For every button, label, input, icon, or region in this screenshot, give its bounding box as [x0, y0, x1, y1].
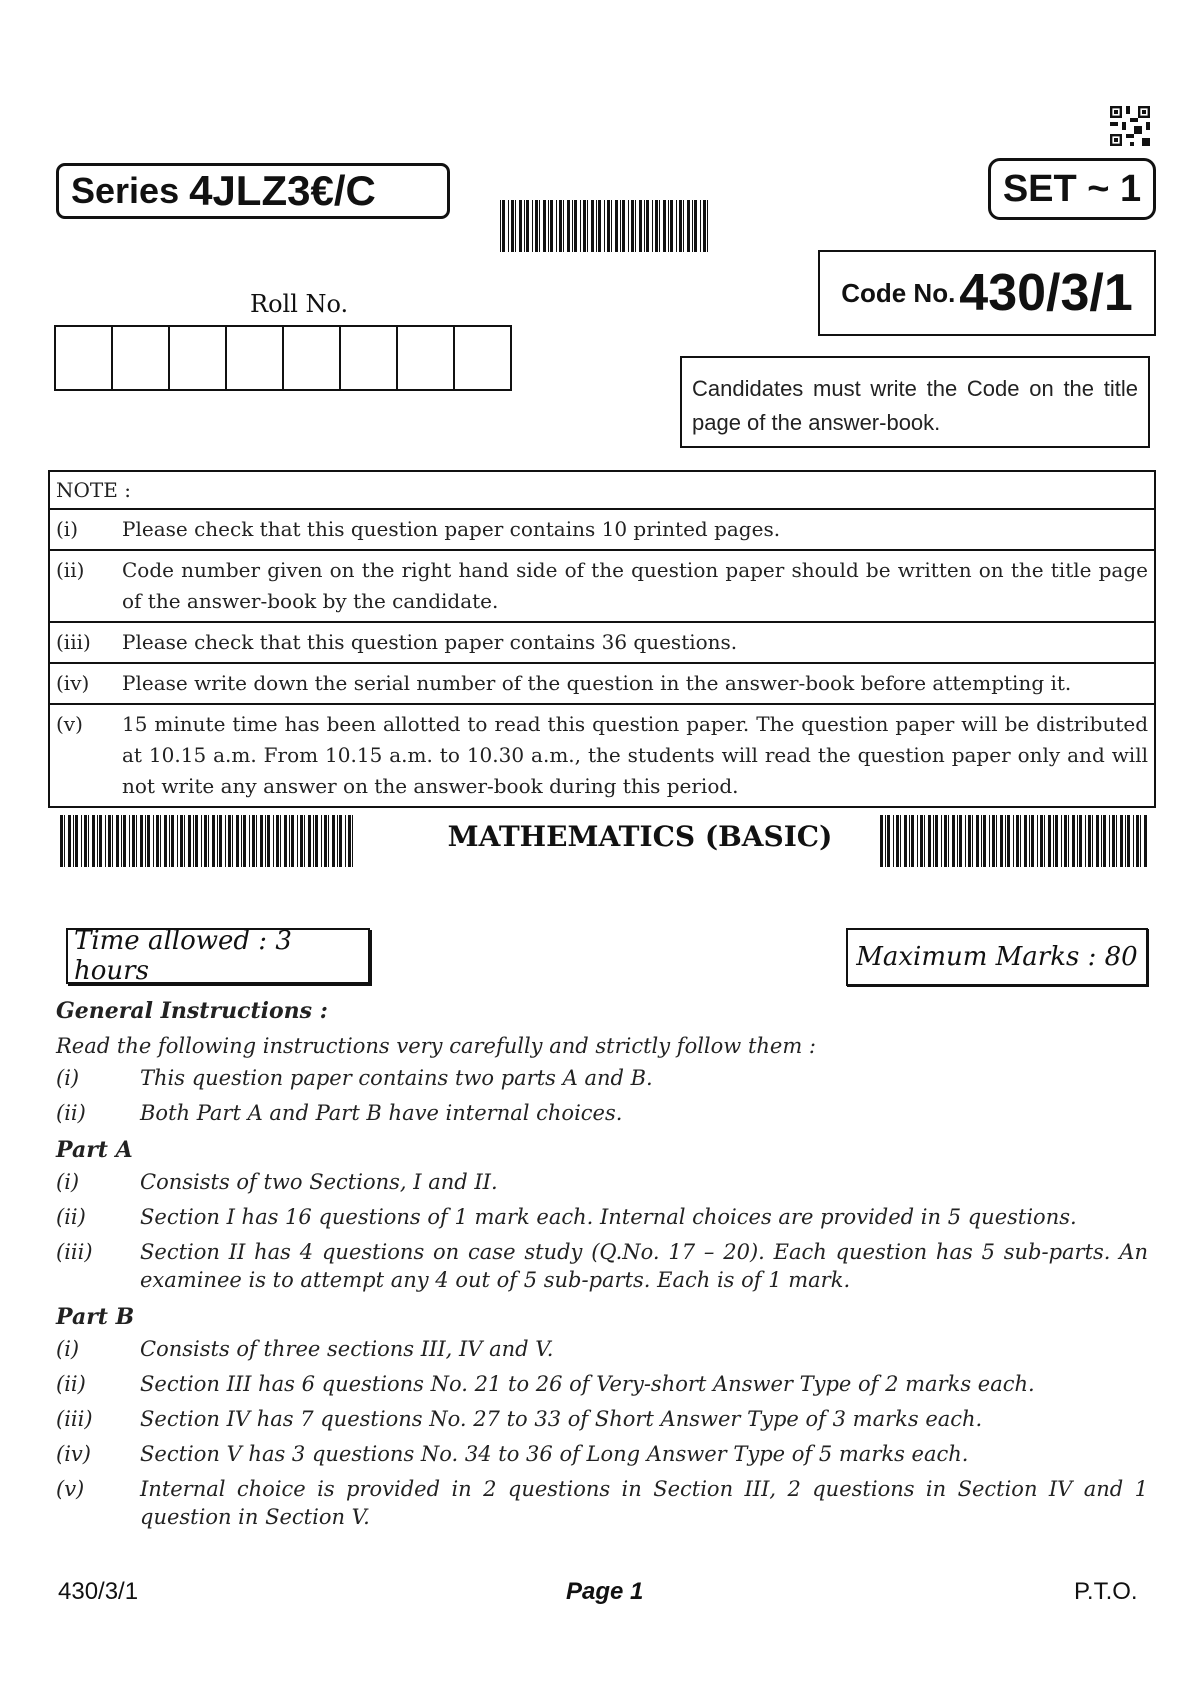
barcode-bar [676, 200, 677, 252]
barcode-bar [583, 200, 586, 252]
instruction-item [56, 1099, 1148, 1127]
barcode-bar [909, 815, 910, 867]
barcode-bar [620, 200, 621, 252]
barcode-bar [1055, 815, 1058, 867]
barcode-bar [885, 815, 886, 867]
barcode-bar [265, 815, 266, 867]
barcode-bar [928, 815, 931, 867]
barcode-bar [644, 200, 645, 252]
barcode-bar [911, 815, 914, 867]
barcode-bar [989, 815, 990, 867]
barcode-bar [511, 200, 514, 252]
barcode-bar [313, 815, 314, 867]
barcode-bar [1101, 815, 1102, 867]
barcode-bar [508, 200, 509, 252]
barcode-bar [1037, 815, 1038, 867]
barcode-bar [108, 815, 111, 867]
barcode-bar [225, 815, 226, 867]
instruction-number: (ii) [56, 1101, 86, 1125]
instructions-intro: Read the following instructions very carefully and strictly follow them : [56, 1034, 816, 1058]
barcode-bar [321, 815, 322, 867]
barcode-bar [948, 815, 949, 867]
instruction-item [56, 1238, 1148, 1294]
barcode-bar [75, 815, 78, 867]
barcode-bar [900, 815, 901, 867]
instruction-text: This question paper contains two parts A and B. [140, 1066, 653, 1090]
instruction-text: Consists of three sections III, IV and V. [140, 1337, 554, 1361]
barcode-bar [663, 200, 666, 252]
barcode-bar [180, 815, 183, 867]
barcode-bar [941, 815, 942, 867]
barcode-bar [1096, 815, 1099, 867]
time-allowed-box: Time allowed : 3 hours [66, 928, 370, 984]
instruction-item [56, 1168, 1148, 1196]
note-number: (v) [56, 712, 83, 736]
barcode-bar [88, 815, 89, 867]
barcode-bar [97, 815, 98, 867]
general-list [56, 1064, 1148, 1127]
barcode-bar [1029, 815, 1030, 867]
barcode-bar [580, 200, 581, 252]
barcode-bar [123, 815, 126, 867]
barcode-bar [241, 815, 242, 867]
barcode-bar [145, 815, 146, 867]
barcode-bar [204, 815, 207, 867]
barcode-bar [1125, 815, 1126, 867]
barcode-bar [345, 815, 346, 867]
instruction-number: (iii) [56, 1240, 93, 1264]
barcode-bar [339, 815, 342, 867]
barcode-bar [539, 200, 540, 252]
barcode-bar [284, 815, 287, 867]
code-label: Code No. [841, 277, 956, 308]
barcode-bar [252, 815, 255, 867]
instruction-item [56, 1405, 1148, 1433]
note-text: 15 minute time has been allotted to read this question paper. The question paper will be distributed at 10.15 a.m. From 10.15 a.m. to 10.30 a.m., the students will read the question paper only and will not write any answer on the answer-book during this period. [122, 712, 1148, 798]
roll-number-cell[interactable] [284, 327, 341, 389]
barcode-bar [132, 815, 135, 867]
barcode-bar [659, 200, 660, 252]
roll-number-boxes[interactable] [54, 325, 512, 391]
barcode-bar [524, 200, 525, 252]
barcode-bar [683, 200, 684, 252]
barcode-bar [587, 200, 588, 252]
barcode-bar [652, 200, 653, 252]
barcode-bar [160, 815, 161, 867]
roll-number-label: Roll No. [250, 290, 349, 318]
barcode-bar [267, 815, 270, 867]
barcode-bar [177, 815, 178, 867]
code-number-box [818, 250, 1156, 336]
instruction-text: Section III has 6 questions No. 21 to 26 of Very-short Answer Type of 2 marks each. [140, 1372, 1035, 1396]
barcode-bar [700, 200, 701, 252]
barcode-bar [1127, 815, 1130, 867]
barcode-bar [596, 200, 597, 252]
barcode-bar [1085, 815, 1086, 867]
barcode-bar [1133, 815, 1134, 867]
instruction-number: (i) [56, 1066, 80, 1090]
instructions-title: General Instructions : [56, 998, 328, 1024]
barcode-bar [957, 815, 958, 867]
barcode-bar [276, 815, 279, 867]
barcode-bar [670, 200, 673, 252]
instruction-number: (i) [56, 1337, 80, 1361]
note-text: Code number given on the right hand side of the question paper should be written on the title page of the answer-book by the candidate. [122, 558, 1148, 613]
barcode-bar [983, 815, 986, 867]
barcode-bar [195, 815, 198, 867]
barcode-bar [228, 815, 231, 867]
barcode-bar [574, 200, 577, 252]
series-code: 4JLZ3€/C [189, 167, 376, 214]
barcode-bar [1016, 815, 1019, 867]
instruction-number: (ii) [56, 1205, 86, 1229]
barcode-bar [201, 815, 202, 867]
series-box [56, 163, 450, 219]
instruction-text: Section IV has 7 questions No. 27 to 33 of Short Answer Type of 3 marks each. [140, 1407, 983, 1431]
barcode-bar [917, 815, 918, 867]
barcode-bar [968, 815, 971, 867]
barcode-bar [140, 815, 143, 867]
instruction-number: (ii) [56, 1372, 86, 1396]
barcode-bar [935, 815, 938, 867]
barcode-bar [563, 200, 564, 252]
footer-page-number: Page 1 [566, 1578, 644, 1605]
barcode-bar [300, 815, 303, 867]
barcode-left [60, 815, 356, 867]
barcode-bar [1005, 815, 1006, 867]
candidate-instruction-box: Candidates must write the Code on the title page of the answer-book. [680, 356, 1150, 448]
barcode-bar [348, 815, 351, 867]
series-label: Series [71, 170, 180, 211]
barcode-bar [668, 200, 669, 252]
barcode-bar [112, 815, 113, 867]
barcode-bar [559, 200, 562, 252]
barcode-bar [60, 815, 63, 867]
barcode-bar [147, 815, 150, 867]
instruction-item [56, 1064, 1148, 1092]
barcode-bar [631, 200, 634, 252]
barcode-bar [1120, 815, 1123, 867]
barcode-bar [184, 815, 185, 867]
note-text: Please check that this question paper contains 36 questions. [122, 630, 738, 654]
barcode-bar [972, 815, 973, 867]
instruction-number: (v) [56, 1477, 85, 1501]
barcode-bar [607, 200, 610, 252]
instruction-text: Internal choice is provided in 2 questions in Section III, 2 questions in Section IV and 1 question in Section V. [140, 1477, 1148, 1529]
barcode-bar [896, 815, 899, 867]
barcode-bar [217, 815, 218, 867]
footer-code: 430/3/1 [58, 1578, 139, 1605]
barcode-bar [260, 815, 263, 867]
barcode-bar [635, 200, 636, 252]
note-row [50, 664, 1154, 705]
barcode-bar [639, 200, 642, 252]
barcode-bar [256, 815, 257, 867]
set-badge: SET ~ 1 [988, 158, 1156, 220]
note-row [50, 551, 1154, 623]
barcode-bar [692, 200, 693, 252]
barcode-bar [212, 815, 215, 867]
barcode-bar [236, 815, 239, 867]
barcode-bar [153, 815, 154, 867]
barcode-bar [332, 815, 335, 867]
barcode-bar [996, 815, 997, 867]
instruction-item [56, 1335, 1148, 1363]
barcode-bar [615, 200, 618, 252]
barcode-bar [992, 815, 995, 867]
barcode-bar [519, 200, 522, 252]
barcode-bar [156, 815, 159, 867]
note-title: NOTE : [50, 472, 1154, 510]
barcode-bar [1061, 815, 1062, 867]
barcode-bar [1068, 815, 1069, 867]
footer-pto: P.T.O. [1074, 1578, 1138, 1605]
barcode-bar [328, 815, 329, 867]
barcode-bar [604, 200, 605, 252]
barcode-bar [933, 815, 934, 867]
roll-number-cell[interactable] [56, 327, 113, 389]
barcode-bar [121, 815, 122, 867]
barcode-bar [84, 815, 87, 867]
instruction-number: (iii) [56, 1407, 93, 1431]
part-b-list [56, 1335, 1148, 1531]
barcode-bar [515, 200, 516, 252]
barcode-bar [591, 200, 594, 252]
barcode-bar [959, 815, 962, 867]
barcode-bar [965, 815, 966, 867]
roll-number-cell[interactable] [455, 327, 510, 389]
part-b-title: Part B [56, 1304, 135, 1330]
barcode-bar [707, 200, 708, 252]
barcode-bar [352, 815, 353, 867]
instruction-text: Section V has 3 questions No. 34 to 36 of Long Answer Type of 5 marks each. [140, 1442, 969, 1466]
barcode-bar [535, 200, 538, 252]
roll-number-cell[interactable] [113, 327, 170, 389]
barcode-bar [129, 815, 130, 867]
note-row [50, 623, 1154, 664]
barcode-bar [622, 200, 625, 252]
instruction-text: Consists of two Sections, I and II. [140, 1170, 498, 1194]
barcode-bar [249, 815, 250, 867]
note-number: (ii) [56, 558, 85, 582]
barcode-bar [1092, 815, 1093, 867]
barcode-bar [1007, 815, 1010, 867]
barcode-bar [1109, 815, 1110, 867]
roll-number-cell[interactable] [227, 327, 284, 389]
maximum-marks-box: Maximum Marks : 80 [846, 928, 1148, 986]
barcode-bar [1031, 815, 1034, 867]
note-number: (iii) [56, 630, 91, 654]
part-a-title: Part A [56, 1137, 133, 1163]
barcode-bar [105, 815, 106, 867]
barcode-bar [68, 815, 71, 867]
roll-number-cell[interactable] [398, 327, 455, 389]
barcode-bar [1000, 815, 1003, 867]
barcode-bar [944, 815, 947, 867]
barcode-bar [703, 200, 706, 252]
roll-number-cell[interactable] [170, 327, 227, 389]
barcode-bar [500, 200, 501, 252]
barcode-bar [1048, 815, 1051, 867]
instruction-item [56, 1475, 1148, 1531]
barcode-bar [308, 815, 311, 867]
barcode-bar [193, 815, 194, 867]
barcode-right [880, 815, 1150, 867]
barcode-bar [291, 815, 294, 867]
barcode-bar [337, 815, 338, 867]
barcode-bar [548, 200, 549, 252]
barcode-bar [543, 200, 546, 252]
note-row [50, 705, 1154, 806]
barcode-bar [1112, 815, 1115, 867]
code-value: 430/3/1 [959, 264, 1133, 322]
note-number: (i) [56, 517, 79, 541]
instruction-text: Section II has 4 questions on case study (Q.No. 17 – 20). Each question has 5 sub-parts. An examinee is to attempt any 4 out of 5 sub-parts. Each is of 1 mark. [140, 1240, 1148, 1292]
barcode-bar [188, 815, 191, 867]
barcode-bar [1116, 815, 1117, 867]
barcode-bar [1040, 815, 1043, 867]
qr-code-icon [1110, 106, 1150, 146]
barcode-bar [116, 815, 119, 867]
barcode-bar [324, 815, 327, 867]
instruction-text: Both Part A and Part B have internal choices. [140, 1101, 623, 1125]
note-text: Please write down the serial number of the question in the answer-book before attempting it. [122, 671, 1072, 695]
barcode-bar [219, 815, 222, 867]
barcode-bar [532, 200, 533, 252]
barcode-bar [171, 815, 174, 867]
barcode-top [500, 200, 712, 252]
barcode-bar [1077, 815, 1078, 867]
barcode-bar [164, 815, 167, 867]
instruction-number: (i) [56, 1170, 80, 1194]
barcode-bar [550, 200, 553, 252]
barcode-bar [611, 200, 612, 252]
barcode-bar [1140, 815, 1141, 867]
barcode-bar [646, 200, 649, 252]
barcode-bar [169, 815, 170, 867]
barcode-bar [99, 815, 102, 867]
barcode-bar [924, 815, 925, 867]
barcode-bar [232, 815, 233, 867]
instruction-text: Section I has 16 questions of 1 mark each. Internal choices are provided in 5 questions. [140, 1205, 1077, 1229]
barcode-bar [952, 815, 955, 867]
barcode-bar [1053, 815, 1054, 867]
barcode-bar [628, 200, 629, 252]
instruction-number: (iv) [56, 1442, 91, 1466]
barcode-bar [1044, 815, 1045, 867]
instruction-item [56, 1203, 1148, 1231]
instruction-item [56, 1440, 1148, 1468]
barcode-bar [981, 815, 982, 867]
barcode-bar [679, 200, 682, 252]
note-number: (iv) [56, 671, 90, 695]
barcode-bar [280, 815, 281, 867]
barcode-bar [243, 815, 246, 867]
barcode-bar [315, 815, 318, 867]
subject-title: MATHEMATICS (BASIC) [447, 820, 833, 853]
note-table [48, 470, 1156, 808]
barcode-bar [694, 200, 697, 252]
barcode-bar [64, 815, 65, 867]
barcode-bar [880, 815, 883, 867]
barcode-bar [1020, 815, 1021, 867]
barcode-bar [572, 200, 573, 252]
roll-number-cell[interactable] [341, 327, 398, 389]
note-row [50, 510, 1154, 551]
barcode-bar [1072, 815, 1075, 867]
barcode-bar [92, 815, 95, 867]
instruction-item [56, 1370, 1148, 1398]
barcode-bar [1088, 815, 1091, 867]
barcode-bar [502, 200, 505, 252]
barcode-bar [1013, 815, 1014, 867]
barcode-bar [1144, 815, 1147, 867]
barcode-bar [904, 815, 907, 867]
note-text: Please check that this question paper contains 10 printed pages. [122, 517, 781, 541]
barcode-bar [136, 815, 137, 867]
general-instructions [56, 994, 1148, 1538]
barcode-bar [598, 200, 601, 252]
barcode-bar [976, 815, 979, 867]
barcode-bar [887, 815, 890, 867]
barcode-bar [687, 200, 690, 252]
barcode-bar [297, 815, 298, 867]
barcode-bar [73, 815, 74, 867]
barcode-bar [1103, 815, 1106, 867]
barcode-bar [289, 815, 290, 867]
barcode-bar [893, 815, 894, 867]
barcode-bar [567, 200, 570, 252]
barcode-bar [1079, 815, 1082, 867]
barcode-bar [1136, 815, 1139, 867]
barcode-bar [526, 200, 529, 252]
barcode-bar [1064, 815, 1067, 867]
barcode-bar [556, 200, 557, 252]
barcode-bar [273, 815, 274, 867]
barcode-bar [655, 200, 658, 252]
part-a-list [56, 1168, 1148, 1294]
barcode-bar [208, 815, 209, 867]
barcode-bar [304, 815, 305, 867]
barcode-bar [1024, 815, 1027, 867]
barcode-bar [920, 815, 923, 867]
barcode-bar [81, 815, 82, 867]
